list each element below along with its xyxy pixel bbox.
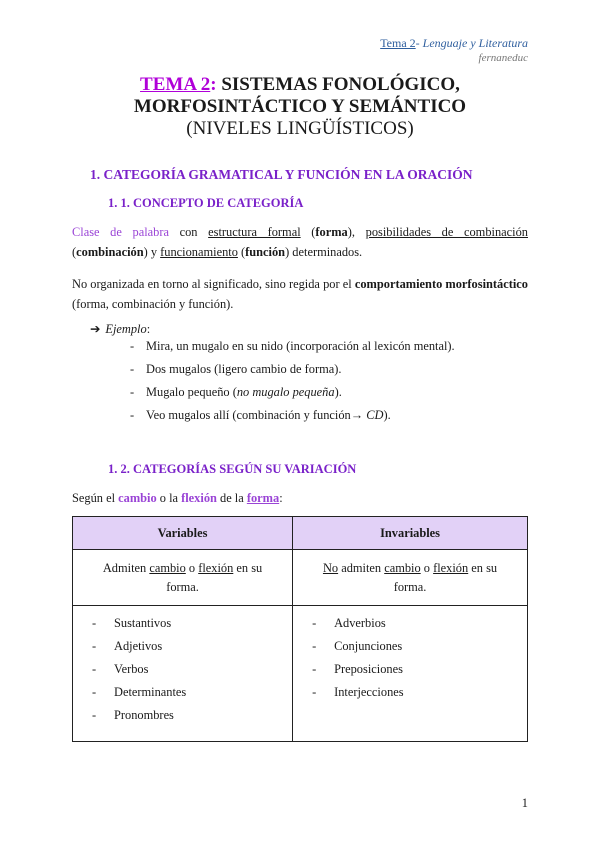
text: o la [156, 491, 182, 505]
text: Interjecciones [334, 685, 404, 699]
bullet-dash: - [312, 662, 317, 676]
document-title [72, 74, 528, 140]
text: ). [383, 408, 391, 422]
bullet-dash: - [92, 708, 97, 722]
title-colon: : [210, 74, 222, 95]
text-highlight: forma [246, 491, 280, 505]
table-intro [72, 488, 528, 508]
list-item [130, 384, 455, 407]
text: Admiten [102, 560, 150, 575]
arrow-icon: ➔ [90, 322, 101, 336]
bullet-dash: - [130, 385, 135, 399]
categories-table [72, 516, 528, 742]
text-bold: comportamiento morfosintáctico [354, 277, 528, 291]
text: en su forma. [166, 560, 263, 594]
invariables-list [294, 615, 526, 707]
text: Mugalo pequeño ( [146, 385, 237, 399]
example-label [90, 321, 150, 337]
variables-description [73, 550, 293, 606]
list-item [130, 407, 455, 430]
bullet-dash: - [92, 662, 97, 676]
list-item [312, 684, 526, 707]
bullet-dash: - [130, 408, 135, 422]
text: ) y [143, 245, 161, 259]
definition-paragraph [72, 222, 528, 262]
text: Adjetivos [114, 639, 163, 653]
text: Pronombres [114, 708, 174, 722]
text: Sustantivos [114, 616, 172, 630]
text-underlined: cambio [384, 560, 421, 575]
text: No organizada en torno al significado, sino regida por el [72, 277, 355, 291]
text-underlined: funcionamiento [160, 245, 238, 259]
section-heading: 1. CATEGORÍA GRAMATICAL Y FUNCIÓN EN LA ORACIÓN [90, 167, 473, 182]
text-highlight: cambio [118, 491, 157, 505]
invariables-description [293, 550, 528, 606]
variables-list [74, 615, 291, 730]
bullet-dash: - [130, 339, 135, 353]
table-row [73, 550, 528, 606]
page-header [380, 36, 528, 66]
text-italic: no mugalo pequeña [236, 385, 335, 399]
text: ), [347, 225, 366, 239]
text: ( [300, 225, 316, 239]
list-item [92, 661, 291, 684]
invariables-list-cell [293, 606, 528, 742]
header-dash: - [415, 36, 423, 50]
list-item [130, 361, 455, 384]
bullet-dash: - [130, 362, 135, 376]
text: Según el [72, 491, 119, 505]
text: Dos mugalos (ligero cambio de forma). [146, 362, 342, 376]
title-line1: SISTEMAS FONOLÓGICO, [221, 74, 460, 95]
text-highlight: flexión [181, 491, 217, 505]
subsection-heading-1: 1. 1. CONCEPTO DE CATEGORÍA [108, 196, 304, 210]
example-label-text: Ejemplo [105, 322, 147, 336]
header-invariables: Invariables [293, 517, 528, 550]
text: : [146, 322, 151, 336]
text-underlined: No [322, 560, 339, 575]
text: Mira, un mugalo en su nido (incorporación al lexicón mental). [146, 339, 455, 353]
bullet-dash: - [92, 685, 97, 699]
text-underlined: estructura formal [208, 225, 301, 239]
variables-list-cell [73, 606, 293, 742]
text-bold: combinación [76, 245, 144, 259]
list-item [312, 661, 526, 684]
text: ( [237, 245, 246, 259]
list-item [92, 707, 291, 730]
bullet-dash: - [312, 616, 317, 630]
text: o [185, 560, 199, 575]
text: Adverbios [334, 616, 386, 630]
list-item [92, 684, 291, 707]
text: ( [72, 245, 77, 259]
text-underlined: flexión [198, 560, 234, 575]
text-underlined: posibilidades de combinación [365, 225, 528, 239]
table-row [73, 606, 528, 742]
header-variables: Variables [73, 517, 293, 550]
text: Verbos [114, 662, 149, 676]
list-item [312, 615, 526, 638]
title-line3: (NIVELES LINGÜÍSTICOS) [186, 118, 414, 139]
header-author: fernaneduc [478, 52, 528, 64]
text: : [279, 491, 283, 505]
bullet-dash: - [92, 616, 97, 630]
text: o [420, 560, 434, 575]
header-subject: Lenguaje y Literatura [422, 36, 528, 50]
text-underlined: cambio [149, 560, 186, 575]
title-topic: TEMA 2 [140, 74, 211, 95]
title-line2: MORFOSINTÁCTICO Y SEMÁNTICO [133, 96, 467, 117]
text: Veo mugalos allí (combinación y función→ [146, 408, 367, 422]
bullet-dash: - [312, 639, 317, 653]
explanation-paragraph [72, 274, 528, 314]
text-underlined: flexión [433, 560, 469, 575]
text: en su forma. [393, 560, 498, 594]
text: ) determinados. [285, 245, 363, 259]
text: ). [334, 385, 342, 399]
list-item [130, 338, 455, 361]
example-list [130, 338, 455, 430]
text: Determinantes [114, 685, 187, 699]
text: (forma, combinación y función). [72, 297, 234, 311]
list-item [312, 638, 526, 661]
text: Preposiciones [334, 662, 403, 676]
term-clase-de-palabra: Clase de palabra [72, 225, 169, 239]
text: de la [216, 491, 247, 505]
list-item [92, 638, 291, 661]
text: admiten [338, 560, 385, 575]
text-bold: función [245, 245, 286, 259]
page-number: 1 [521, 796, 528, 810]
table-header-row [73, 517, 528, 550]
header-topic: Tema 2 [380, 36, 416, 50]
text: con [168, 225, 209, 239]
subsection-heading-2: 1. 2. CATEGORÍAS SEGÚN SU VARIACIÓN [108, 462, 357, 476]
bullet-dash: - [92, 639, 97, 653]
text-italic: CD [366, 408, 384, 422]
text: Conjunciones [334, 639, 403, 653]
bullet-dash: - [312, 685, 317, 699]
text-bold: forma [315, 225, 348, 239]
list-item [92, 615, 291, 638]
